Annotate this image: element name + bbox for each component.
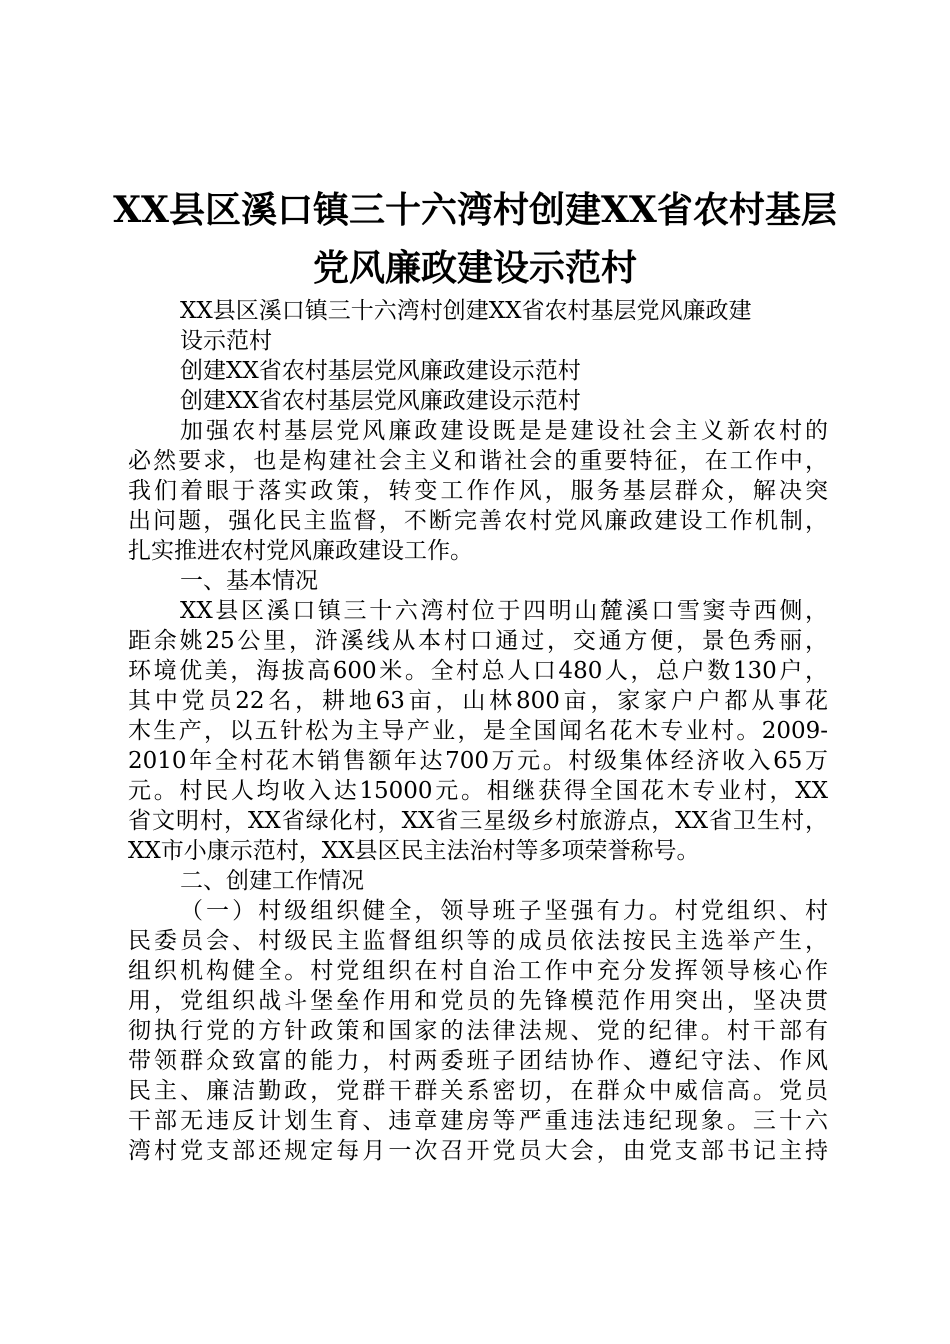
body-line: 距余姚25公里，浒溪线从本村口通过，交通方便，景色秀丽， <box>128 628 828 654</box>
body-line: 彻执行党的方针政策和国家的法律法规、党的纪律。村干部有 <box>128 1018 828 1044</box>
body-line: 创建XX省农村基层党风廉政建设示范村 <box>180 358 581 384</box>
body-line: 出问题，强化民主监督，不断完善农村党风廉政建设工作机制， <box>128 508 828 534</box>
body-line: 环境优美，海拔高600米。全村总人口480人，总户数130户， <box>128 658 828 684</box>
body-line: 我们着眼于落实政策，转变工作作风，服务基层群众，解决突 <box>128 478 828 504</box>
body-line: 设示范村 <box>180 328 272 354</box>
body-line: XX县区溪口镇三十六湾村位于四明山麓溪口雪窦寺西侧， <box>180 598 828 624</box>
document-title-line-1: XX县区溪口镇三十六湾村创建XX省农村基层 <box>113 189 837 231</box>
body-line: 扎实推进农村党风廉政建设工作。 <box>128 538 473 564</box>
body-line: 湾村党支部还规定每月一次召开党员大会，由党支部书记主持 <box>128 1138 828 1164</box>
body-line: 其中党员22名，耕地63亩，山林800亩，家家户户都从事花 <box>128 688 828 714</box>
body-line: 省文明村，XX省绿化村，XX省三星级乡村旅游点，XX省卫生村， <box>128 808 828 834</box>
body-line: 民主、廉洁勤政，党群干群关系密切，在群众中威信高。党员 <box>128 1078 828 1104</box>
body-line: 必然要求，也是构建社会主义和谐社会的重要特征，在工作中， <box>128 448 828 474</box>
body-line: 一、基本情况 <box>180 568 318 594</box>
body-line: 2010年全村花木销售额年达700万元。村级集体经济收入65万 <box>128 748 828 774</box>
body-line: 木生产，以五针松为主导产业，是全国闻名花木专业村。2009- <box>128 718 828 744</box>
body-line: 元。村民人均收入达15000元。相继获得全国花木专业村，XX <box>128 778 828 804</box>
body-line: 加强农村基层党风廉政建设既是是建设社会主义新农村的 <box>180 418 828 444</box>
document-title-line-2: 党风廉政建设示范村 <box>312 247 637 289</box>
document-body <box>128 296 828 1166</box>
body-line: （一）村级组织健全，领导班子坚强有力。村党组织、村 <box>180 898 828 924</box>
body-line: XX县区溪口镇三十六湾村创建XX省农村基层党风廉政建 <box>180 298 752 324</box>
body-line: 干部无违反计划生育、违章建房等严重违法违纪现象。三十六 <box>128 1108 828 1134</box>
body-line: XX市小康示范村，XX县区民主法治村等多项荣誉称号。 <box>128 838 700 864</box>
body-line: 组织机构健全。村党组织在村自治工作中充分发挥领导核心作 <box>128 958 828 984</box>
body-line: 带领群众致富的能力，村两委班子团结协作、遵纪守法、作风 <box>128 1048 828 1074</box>
body-line: 用，党组织战斗堡垒作用和党员的先锋模范作用突出，坚决贯 <box>128 988 828 1014</box>
body-line: 二、创建工作情况 <box>180 868 364 894</box>
body-line: 创建XX省农村基层党风廉政建设示范村 <box>180 388 581 414</box>
body-line: 民委员会、村级民主监督组织等的成员依法按民主选举产生， <box>128 928 828 954</box>
